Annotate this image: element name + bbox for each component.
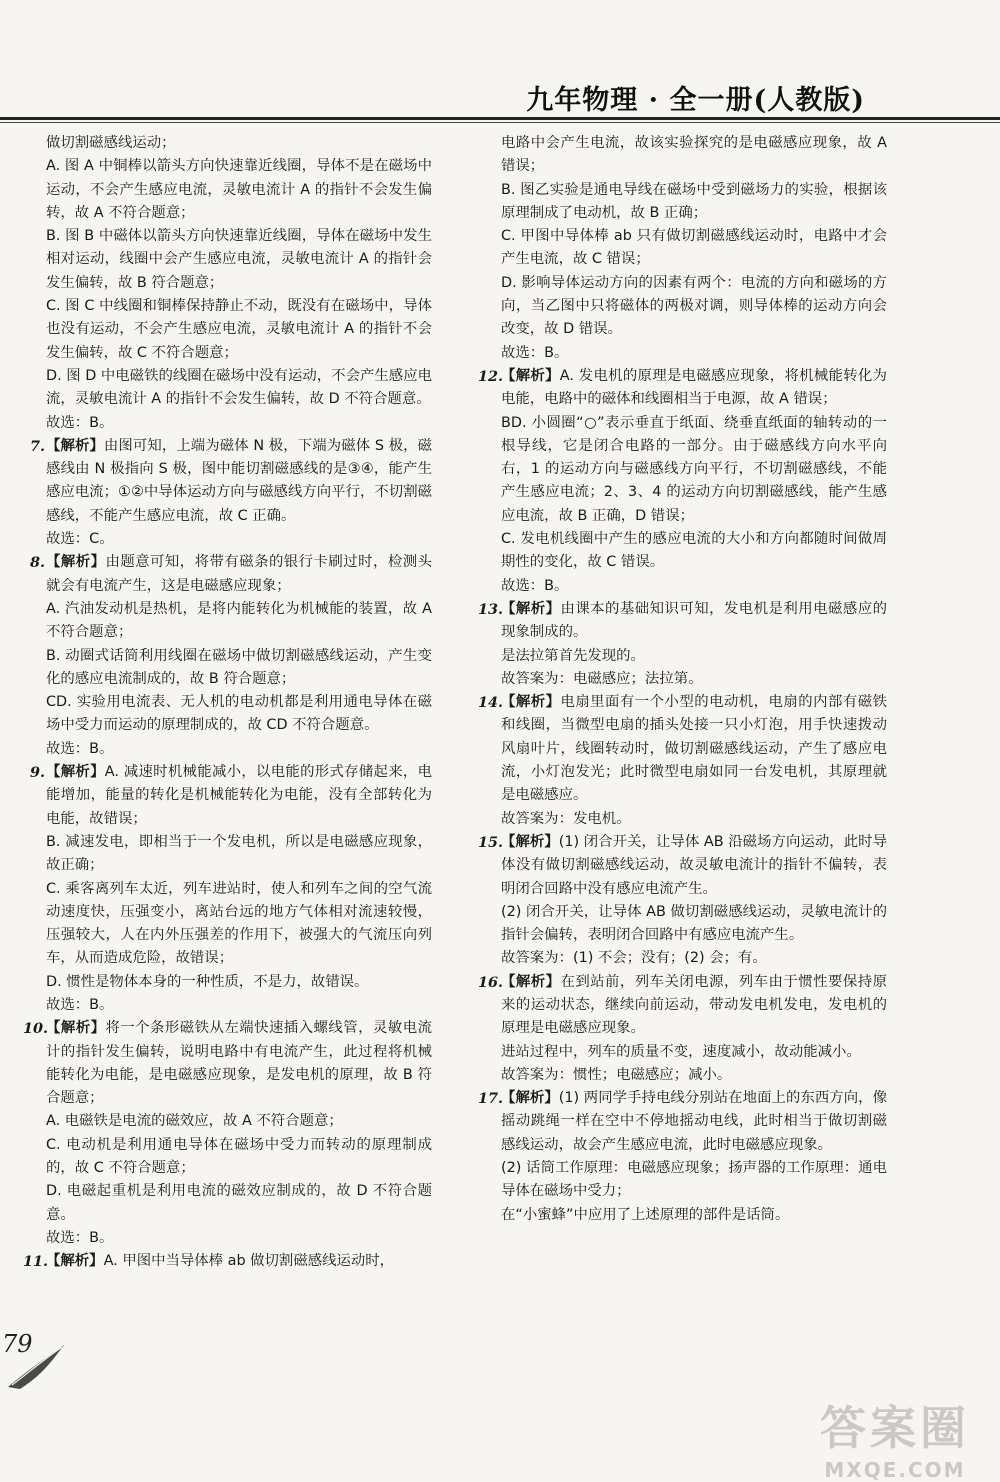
watermark-url: MXQE.COM [824, 1458, 966, 1482]
question-item [29, 761, 432, 831]
text-paragraph: B. 图 B 中磁体以箭头方向快速靠近线圈，导体在磁场中发生相对运动，线圈中会产生感应电流，灵敏电流计 A 的指针会发生偏转，故 B 符合题意； [46, 228, 432, 291]
text-paragraph: 故选：B。 [46, 996, 114, 1013]
text-paragraph: C. 电动机是利用通电导体在磁场中受力而转动的原理制成的，故 C 不符合题意； [46, 1136, 432, 1177]
analysis-tag: 【解析】 [501, 694, 561, 711]
question-text: 电扇里面有一个小型的电动机，电扇的内部有磁铁和线圈，当微型电扇的插头处接一只小灯泡，用手快速拨动风扇叶片，线圈转动时，做切割磁感线运动，产生了感应电流，小灯泡发光；此时微型电扇如同一台发电机，其原理就是电磁感应。 [501, 694, 887, 804]
question-text: A. 减速时机械能减小，以电能的形式存储起来，电能增加，能量的转化是机械能转化为电能，没有全部转化为电能，故错误； [46, 764, 432, 827]
analysis-tag: 【解析】 [501, 600, 561, 617]
question-number: 7. [29, 437, 45, 455]
question-number: 10. [23, 1020, 49, 1038]
question-item [29, 551, 432, 598]
book-title: 九年物理 · 全一册(人教版) [526, 85, 865, 116]
text-paragraph: D. 影响导体运动方向的因素有两个：电流的方向和磁场的方向，当乙图中只将磁体的两极对调，则导体棒的运动方向会改变，故 D 错误。 [501, 274, 887, 338]
question-number: 17. [478, 1090, 504, 1108]
analysis-tag: 【解析】 [501, 833, 559, 850]
header-rule [0, 117, 1000, 120]
analysis-tag: 【解析】 [46, 1253, 104, 1270]
text-paragraph: B. 动圈式话筒利用线圈在磁场中做切割磁感线运动，产生变化的感应电流制成的，故 B 符合题意； [46, 647, 432, 687]
question-item [478, 598, 887, 645]
question-text: 由图可知，上端为磁体 N 极，下端为磁体 S 极，磁感线由 N 极指向 S 极，图中能切割磁感线的是③④，能产生感应电流；①②中导体运动方向与磁感线方向平行，不切割磁感线，不能产生感应电流，故 C 正确。 [46, 437, 432, 524]
question-text: 由题意可知，将带有磁条的银行卡刷过时，检测头就会有电流产生，这是电磁感应现象； [46, 554, 432, 594]
text-paragraph: 做切割磁感线运动； [46, 135, 176, 151]
question-item [23, 1250, 432, 1273]
question-item [478, 831, 887, 901]
text-paragraph: D. 电磁起重机是利用电流的磁效应制成的，故 D 不符合题意。 [46, 1183, 432, 1223]
right-column [478, 132, 887, 1227]
text-paragraph: 进站过程中，列车的质量不变，速度减小，故动能减小。 [501, 1043, 861, 1060]
text-paragraph: B. 图乙实验是通电导线在磁场中受到磁场力的实验，根据该原理制成了电动机，故 B 正确； [501, 181, 887, 221]
text-paragraph: C. 乘客离列车太近，列车进站时，使人和列车之间的空气流动速度快，压强变小，离站台远的地方气体相对流速较慢，压强较大，人在内外压强差的作用下，被强大的气流压向列车，从而造成危险，故错误； [46, 880, 432, 967]
text-paragraph: 电路中会产生电流，故该实验探究的是电磁感应现象，故 A 错误； [501, 135, 887, 175]
question-item [478, 1087, 887, 1157]
analysis-tag: 【解析】 [501, 1090, 559, 1107]
text-paragraph: C. 发电机线圈中产生的感应电流的大小和方向都随时间做周期性的变化，故 C 错误。 [501, 531, 887, 571]
text-paragraph: 故选：C。 [46, 531, 114, 548]
question-item [478, 691, 887, 807]
question-number: 11. [23, 1253, 49, 1271]
text-paragraph: (2) 闭合开关，让导体 AB 做切割磁感线运动，灵敏电流计的指针会偏转，表明闭合回路中有感应电流产生。 [501, 903, 887, 944]
text-paragraph: CD. 实验用电流表、无人机的电动机都是利用通电导体在磁场中受力而运动的原理制成的，故 CD 不符合题意。 [46, 694, 432, 734]
question-number: 8. [29, 554, 45, 572]
question-item [478, 365, 887, 412]
question-number: 12. [478, 367, 504, 385]
analysis-tag: 【解析】 [46, 554, 106, 571]
text-paragraph: 故答案为：发电机。 [501, 810, 631, 827]
watermark-logo-text: 答案圈 [820, 1401, 970, 1455]
left-column [23, 132, 432, 1274]
question-number: 15. [478, 833, 504, 851]
text-paragraph: 故答案为：惯性；电磁感应；减小。 [501, 1066, 732, 1083]
question-number: 9. [29, 764, 45, 782]
question-text: 将一个条形磁铁从左端快速插入螺线管，灵敏电流计的指针发生偏转，说明电路中有电流产生，此过程将机械能转化为电能，是电磁感应现象，是发电机的原理，故 B 符合题意； [46, 1020, 432, 1107]
analysis-tag: 【解析】 [46, 437, 104, 454]
text-paragraph: 故选：B。 [46, 1229, 114, 1246]
text-paragraph: 在“小蜜蜂”中应用了上述原理的部件是话筒。 [501, 1206, 790, 1223]
analysis-tag: 【解析】 [501, 367, 560, 384]
analysis-tag: 【解析】 [501, 973, 561, 990]
analysis-tag: 【解析】 [46, 764, 105, 781]
question-text: 在到站前，列车关闭电源，列车由于惯性要保持原来的运动状态，继续向前运动，带动发电机发电，发电机的原理是电磁感应现象。 [501, 973, 887, 1037]
question-number: 16. [478, 973, 504, 991]
page-number: 79 [2, 1330, 33, 1358]
text-paragraph: BD. 小圆圈“○”表示垂直于纸面、绕垂直纸面的轴转动的一根导线，它是闭合电路的一部分。由于磁感线方向水平向右，1 的运动方向与磁感线方向平行，不切割磁感线，不能产生感应电流；2、3、4 的运动方向切割磁感线，能产生感应电流，故 B 正确，D 错误； [501, 414, 887, 524]
question-text: (1) 闭合开关，让导体 AB 沿磁场方向运动，此时导体没有做切割磁感线运动，故灵敏电流计的指针不偏转，表明闭合回路中没有感应电流产生。 [501, 833, 887, 897]
question-text: (1) 两同学手持电线分别站在地面上的东西方向，像摇动跳绳一样在空中不停地摇动电线，此时相当于做切割磁感线运动，故会产生感应电流，此时电磁感应现象。 [501, 1090, 887, 1153]
site-watermark [820, 1392, 970, 1482]
text-paragraph: C. 图 C 中线圈和铜棒保持静止不动，既没有在磁场中，导体也没有运动，不会产生感应电流，灵敏电流计 A 的指针不会发生偏转，故 C 不符合题意； [46, 298, 432, 361]
question-text: A. 发电机的原理是电磁感应现象，将机械能转化为电能，电路中的磁体和线圈相当于电源，故 A 错误； [501, 367, 887, 408]
question-number: 13. [478, 600, 504, 618]
text-paragraph: 故选：B。 [501, 344, 569, 361]
text-paragraph: (2) 话筒工作原理：电磁感应现象；扬声器的工作原理：通电导体在磁场中受力； [501, 1160, 887, 1200]
text-paragraph: 故选：B。 [46, 740, 114, 757]
text-paragraph: A. 汽油发动机是热机，是将内能转化为机械能的装置，故 A 不符合题意； [46, 600, 432, 641]
text-paragraph: B. 减速发电，即相当于一个发电机，所以是电磁感应现象，故正确； [46, 833, 432, 874]
question-item [23, 1017, 432, 1110]
text-paragraph: 故答案为：(1) 不会；没有；(2) 会；有。 [501, 950, 767, 967]
text-paragraph: A. 图 A 中铜棒以箭头方向快速靠近线圈，导体不是在磁场中运动，不会产生感应电流，灵敏电流计 A 的指针不会发生偏转，故 A 不符合题意； [46, 158, 432, 221]
text-paragraph: 故答案为：电磁感应；法拉第。 [501, 670, 703, 687]
text-paragraph: 故选：B。 [46, 414, 114, 431]
text-paragraph: C. 甲图中导体棒 ab 只有做切割磁感线运动时，电路中才会产生电流，故 C 错误； [501, 228, 887, 268]
question-item [29, 435, 432, 528]
question-text: A. 甲图中当导体棒 ab 做切割磁感线运动时， [103, 1253, 395, 1270]
text-paragraph: D. 图 D 中电磁铁的线圈在磁场中没有运动，不会产生感应电流，灵敏电流计 A 的指针不会发生偏转，故 D 不符合题意。 [46, 367, 432, 408]
header-rule-thin [0, 122, 1000, 123]
text-paragraph: D. 惯性是物体本身的一种性质，不是力，故错误。 [46, 973, 369, 990]
question-item [478, 971, 887, 1041]
question-text: 由课本的基础知识可知，发电机是利用电磁感应的现象制成的。 [501, 600, 887, 641]
text-paragraph: 故选：B。 [501, 577, 569, 594]
text-paragraph: 是法拉第首先发现的。 [501, 647, 645, 664]
page-header [0, 0, 1000, 120]
analysis-tag: 【解析】 [46, 1020, 106, 1037]
question-number: 14. [478, 694, 504, 712]
text-paragraph: A. 电磁铁是电流的磁效应，故 A 不符合题意； [46, 1113, 343, 1130]
